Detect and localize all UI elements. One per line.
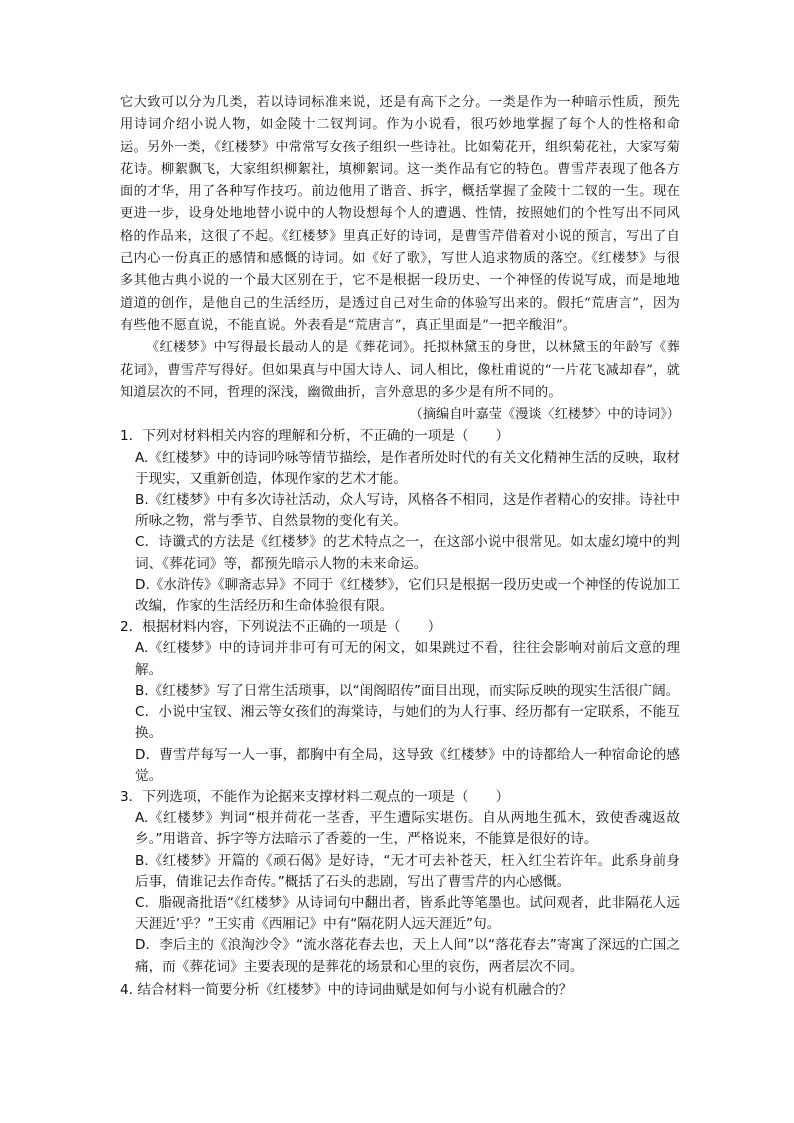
- question-number: 4.: [120, 981, 133, 998]
- option-a: A.《红楼梦》中的诗词吟咏等情节描绘，是作者所处时代的有关文化精神生活的反映，取材于现实，又重新创造，体现作家的艺术才能。: [135, 449, 680, 487]
- question-2: [120, 617, 680, 787]
- option-d: D．李后主的《浪淘沙令》“流水落花春去也，天上人间”以“落花春去”寄寓了深远的亡国之痛，而《葬花词》主要表现的是葬花的场景和心里的哀伤，两者层次不同。: [135, 937, 680, 975]
- option-d: D.《水浒传》《聊斋志异》不同于《红楼梦》，它们只是根据一段历史或一个神怪的传说加工改编，作家的生活经历和生命体验很有限。: [135, 576, 680, 615]
- option-b: B.《红楼梦》开篇的《顽石偈》是好诗，“无才可去补苍天，枉入红尘若许年。此系身前身后事，倩谁记去作奇传。”概括了石头的悲剧，写出了曹雪芹的内心感慨。: [135, 852, 680, 890]
- option-c: C．小说中宝钗、湘云等女孩们的海棠诗，与她们的为人行事、经历都有一定联系，不能互换。: [135, 704, 680, 742]
- passage-paragraph: 《红楼梦》中写得最长最动人的是《葬花词》。托拟林黛玉的身世，以林黛玉的年龄写《葬花词》，曹雪芹写得好。但如果真与中国大诗人、词人相比，像杜甫说的“一片花飞减却春”，就知道层次的不同，哲理的深浅，幽微曲折，言外意思的多少是有所不同的。: [120, 340, 680, 400]
- question-text: 下列对材料相关内容的理解和分析，不正确的一项是（ ）: [142, 428, 510, 445]
- passage-paragraph: 它大致可以分为几类，若以诗词标准来说，还是有高下之分。一类是作为一种暗示性质，预先用诗词介绍小说人物，如金陵十二钗判词。作为小说看，很巧妙地掌握了每个人的性格和命运。另外一类，《红楼梦》中常常写女孩子组织一些诗社。比如菊花开，组织菊花社，大家写菊花诗。柳絮飘飞，大家组织柳絮社，填柳絮词。这一类作品有它的特色。曹雪芹表现了他各方面的才华，用了各种写作技巧。前边他用了谐音、拆字，概括掌握了金陵十二钗的一生。现在更进一步，设身处地地替小说中的人物设想每个人的遭遇、性情，按照她们的个性写出不同风格的作品来，这很了不起。《红楼梦》里真正好的诗词，是曹雪芹借着对小说的预言，写出了自己内心一份真正的感情和感慨的诗词。如《好了歌》，写世人追求物质的落空。《红楼梦》与很多其他古典小说的一个最大区别在于，它不是根据一段历史、一个神怪的传说写成，而是地地道道的创作，是他自己的生活经历，是透过自己对生命的体验写出来的。假托“荒唐言”，因为有些他不愿直说，不能直说。外表看是“荒唐言”，真正里面是“一把辛酸泪”。: [120, 95, 680, 333]
- question-number: 2．: [120, 619, 143, 636]
- option-b: B.《红楼梦》中有多次诗社活动，众人写诗，风格各不相同，这是作者精心的安排。诗社中所咏之物，常与季节、自然景物的变化有关。: [135, 492, 680, 530]
- question-stem: [120, 426, 680, 447]
- option-b: B.《红楼梦》写了日常生活琐事，以“闺阁昭传”面目出现，而实际反映的现实生活很广阔。: [135, 682, 680, 699]
- exam-page: [120, 92, 680, 1001]
- question-text: 下列选项，不能作为论据来支撑材料二观点的一项是（ ）: [142, 788, 510, 805]
- passage-attribution: （摘编自叶嘉莹《漫谈〈红楼梦〉中的诗词》）: [409, 407, 680, 423]
- question-4: [120, 980, 680, 1001]
- question-stem: [120, 787, 680, 808]
- option-d: D．曹雪芹每写一人一事，都胸中有全局，这导致《红楼梦》中的诗都给人一种宿命论的感觉。: [135, 746, 680, 784]
- option-c: C．诗谶式的方法是《红楼梦》的艺术特点之一，在这部小说中很常见。如太虚幻境中的判词、《葬花词》等，都预先暗示人物的未来命运。: [135, 534, 680, 572]
- reading-passage: [120, 92, 680, 426]
- question-number: 3．: [120, 788, 143, 805]
- question-stem: [120, 980, 680, 1001]
- question-3: [120, 787, 680, 978]
- question-list: [120, 426, 680, 1000]
- option-a: A.《红楼梦》判词“根并荷花一茎香，平生遭际实堪伤。自从两地生孤木，致使香魂返故乡。”用谐音、拆字等方法暗示了香菱的一生，严格说来，不能算是很好的诗。: [135, 810, 680, 848]
- question-text: 结合材料一简要分析《红楼梦》中的诗词曲赋是如何与小说有机融合的？: [137, 981, 573, 998]
- question-number: 1．: [120, 428, 143, 445]
- question-text: 根据材料内容，下列说法不正确的一项是（ ）: [142, 619, 442, 636]
- option-c: C．脂砚斋批语“《红楼梦》从诗词句中翻出者，皆系此等笔墨也。试问观者，此非隔花人远天涯近’乎？”王实甫《西厢记》中有“隔花阴人远天涯近”句。: [135, 894, 680, 933]
- question-stem: [120, 617, 680, 638]
- question-1: [120, 426, 680, 617]
- option-a: A.《红楼梦》中的诗词并非可有可无的闲文，如果跳过不看，往往会影响对前后文意的理解。: [135, 640, 680, 678]
